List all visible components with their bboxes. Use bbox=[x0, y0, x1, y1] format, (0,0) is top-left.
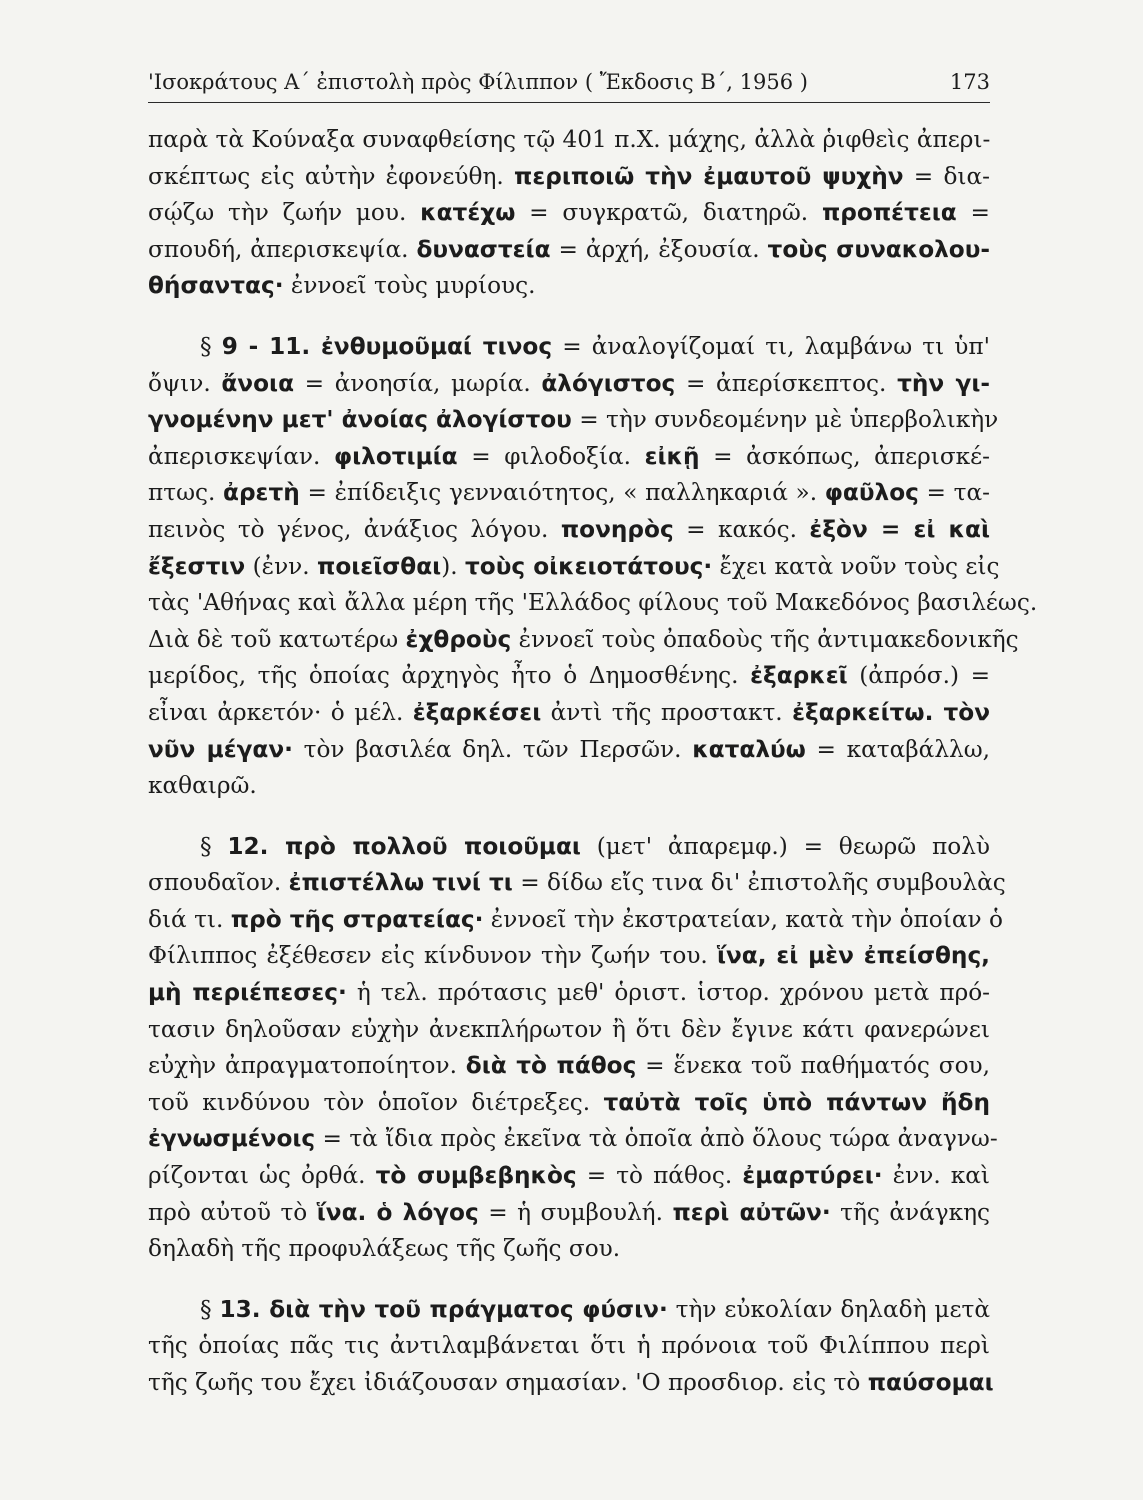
text-run: σκέπτως εἰς αὐτὴν ἐφονεύθη. bbox=[148, 162, 514, 190]
text-run: (ἀπρόσ.) = bbox=[847, 662, 991, 690]
text-line bbox=[148, 975, 990, 1012]
text-run: ἔχει κατὰ νοῦν τοὺς εἰς bbox=[712, 552, 1000, 580]
text-run: = κακός. bbox=[673, 515, 810, 543]
text-line bbox=[148, 402, 999, 439]
text-run: = συγκρατῶ, διατηρῶ. bbox=[515, 199, 822, 227]
bold-lemma: ἐγνωσμένοις bbox=[148, 1125, 316, 1153]
text-run: = τὰ ἴδια πρὸς ἐκεῖνα τὰ ὁποῖα ἀπὸ ὅλους τώρα ἀναγνω- bbox=[315, 1125, 998, 1153]
bold-lemma: ἐπιστέλλω τινί τι bbox=[288, 869, 513, 897]
text-line bbox=[148, 1365, 994, 1402]
text-run: = ἐπίδειξις γενναιότητος, « παλληκαριά ». bbox=[299, 479, 825, 507]
text-run: ρίζονται ὡς ὀρθά. bbox=[148, 1162, 376, 1190]
text-run: καθαιρῶ. bbox=[148, 772, 257, 800]
text-run: τὴν εὐκολίαν δηλαδὴ μετὰ bbox=[667, 1295, 990, 1323]
page-number: 173 bbox=[949, 70, 990, 94]
text-run: εὐχὴν ἀπραγματοποίητον. bbox=[148, 1052, 466, 1080]
text-line bbox=[148, 195, 990, 232]
bold-lemma: πονηρὸς bbox=[560, 515, 674, 543]
text-line bbox=[148, 622, 1019, 659]
text-run: μερίδος, τῆς ὁποίας ἀρχηγὸς ἦτο ὁ Δημοσθένης. bbox=[148, 662, 751, 690]
text-run: ἀντὶ τῆς προστακτ. bbox=[541, 698, 793, 726]
bold-lemma: ἐμαρτύρει· bbox=[742, 1162, 883, 1190]
text-run: = ἀνοησία, μωρία. bbox=[294, 369, 542, 397]
text-run: § bbox=[200, 832, 228, 860]
text-run: = ἀρχή, ἐξουσία. bbox=[550, 235, 768, 263]
text-run: = ἡ συμβουλή. bbox=[478, 1198, 673, 1226]
text-line bbox=[148, 1231, 990, 1268]
text-line bbox=[148, 1328, 990, 1365]
text-run: = bbox=[956, 199, 990, 227]
text-run: = δια- bbox=[903, 162, 990, 190]
text-line bbox=[148, 585, 1038, 622]
text-line bbox=[148, 159, 990, 196]
text-run: διά τι. bbox=[148, 905, 231, 933]
bold-lemma: γνομένην μετ' ἀνοίας ἀλογίστου bbox=[148, 406, 572, 434]
text-run: δηλαδὴ τῆς προφυλάξεως τῆς ζωῆς σου. bbox=[148, 1235, 621, 1263]
text-line bbox=[148, 1195, 990, 1232]
bold-lemma: 13. διὰ τὴν τοῦ πράγματος φύσιν· bbox=[219, 1295, 668, 1323]
text-line bbox=[148, 732, 990, 769]
text-line bbox=[148, 268, 990, 305]
text-run: = τα- bbox=[918, 479, 990, 507]
bold-lemma: διὰ τὸ πάθος bbox=[465, 1052, 637, 1080]
text-run: ἐννοεῖ τοὺς ὀπαδοὺς τῆς ἀντιμακεδονικῆς bbox=[511, 625, 1019, 653]
bold-lemma: περιποιῶ τὴν ἐμαυτοῦ ψυχὴν bbox=[513, 162, 904, 190]
bold-lemma: θήσαντας· bbox=[148, 272, 284, 300]
text-run: τὸν βασιλέα δηλ. τῶν Περσῶν. bbox=[292, 735, 693, 763]
text-line bbox=[148, 1048, 990, 1085]
bold-lemma: ἐξαρκεῖ bbox=[750, 662, 848, 690]
text-run: § bbox=[200, 332, 222, 360]
text-run: εἶναι ἀρκετόν· ὁ μέλ. bbox=[148, 698, 413, 726]
text-run: = δίδω εἴς τινα δι' ἐπιστολῆς συμβουλὰς bbox=[512, 869, 1006, 897]
text-run: = ἀπερίσκεπτος. bbox=[675, 369, 898, 397]
text-line bbox=[148, 768, 990, 805]
text-run: ). bbox=[441, 552, 465, 580]
bold-lemma: ποιεῖσθαι bbox=[317, 552, 442, 580]
text-run: τῆς ἀνάγκης bbox=[830, 1198, 991, 1226]
bold-lemma: ἀλόγιστος bbox=[541, 369, 676, 397]
text-line bbox=[148, 439, 990, 476]
bold-lemma: εἰκῇ bbox=[644, 442, 700, 470]
text-line bbox=[148, 232, 990, 269]
bold-lemma: ἵνα, εἰ μὲν ἐπείσθης, bbox=[716, 942, 990, 970]
text-line bbox=[148, 512, 990, 549]
bold-lemma: τὸ συμβεβηκὸς bbox=[375, 1162, 577, 1190]
bold-lemma: ἀρετὴ bbox=[223, 479, 300, 507]
header-title: 'Ισοκράτους Α΄ ἐπιστολὴ πρὸς Φίλιππον ( Ἔκδοσις Β΄, 1956 ) bbox=[148, 70, 808, 94]
bold-lemma: φιλοτιμία bbox=[333, 442, 458, 470]
text-run: σπουδή, ἀπερισκεψία. bbox=[148, 235, 417, 263]
text-run: τοῦ κινδύνου τὸν ὁποῖον διέτρεξες. bbox=[148, 1088, 604, 1116]
bold-lemma: 9 - 11. ἐνθυμοῦμαί τινος bbox=[221, 332, 553, 360]
text-run: πρὸ αὐτοῦ τὸ bbox=[148, 1198, 317, 1226]
bold-lemma: ἐχθροὺς bbox=[405, 625, 512, 653]
bold-lemma: προπέτεια bbox=[821, 199, 957, 227]
text-run: παρὰ τὰ Κούναξα συναφθείσης τῷ 401 π.Χ. μάχης, ἀλλὰ ῥιφθεὶς ἀπερι- bbox=[148, 126, 991, 153]
text-run: ἐννοεῖ τοὺς μυρίους. bbox=[283, 272, 536, 300]
text-run: Διὰ δὲ τοῦ κατωτέρω bbox=[148, 625, 406, 653]
text-run: (μετ' ἀπαρεμφ.) = θεωρῶ πολὺ bbox=[580, 832, 991, 860]
bold-lemma: 12. πρὸ πολλοῦ ποιοῦμαι bbox=[227, 832, 581, 860]
text-run: ἡ τελ. πρότασις μεθ' ὁριστ. ἱστορ. χρόνου μετὰ πρό- bbox=[346, 979, 990, 1007]
text-run: = ἀσκόπως, ἀπερισκέ- bbox=[699, 442, 990, 470]
text-run: = τὴν συνδεομένην μὲ ὑπερβολικὴν bbox=[571, 406, 999, 434]
bold-lemma: νῦν μέγαν· bbox=[148, 735, 293, 763]
text-line bbox=[148, 1121, 998, 1158]
text-run: (ἐνν. bbox=[245, 552, 317, 580]
bold-lemma: ἐξαρκέσει bbox=[412, 698, 542, 726]
bold-lemma: τὴν γι- bbox=[897, 369, 990, 397]
text-line bbox=[148, 865, 1006, 902]
text-run: ἀπερισκεψίαν. bbox=[148, 442, 334, 470]
bold-lemma: κατέχω bbox=[420, 199, 516, 227]
text-run: ὄψιν. bbox=[148, 369, 222, 397]
bold-lemma: μὴ περιέπεσες· bbox=[148, 979, 347, 1007]
text-run: πεινὸς τὸ γένος, ἀνάξιος λόγου. bbox=[148, 515, 561, 543]
text-run: = ἀναλογίζομαί τι, λαμβάνω τι ὑπ' bbox=[552, 332, 990, 360]
text-run: = καταβάλλω, bbox=[805, 735, 991, 763]
text-run: σῴζω τὴν ζωήν μου. bbox=[148, 199, 421, 227]
text-line bbox=[148, 1158, 990, 1195]
text-line bbox=[148, 366, 990, 403]
commentary-body bbox=[148, 122, 1038, 1402]
text-run: = φιλοδοξία. bbox=[457, 442, 645, 470]
text-line bbox=[148, 902, 1003, 939]
text-line bbox=[148, 938, 990, 975]
bold-lemma: φαῦλος bbox=[824, 479, 919, 507]
text-run: τασιν δηλοῦσαν εὐχὴν ἀνεκπλήρωτον ἢ ὅτι δὲν ἔγινε κάτι φανερώνει bbox=[148, 1015, 990, 1043]
section-heading-line bbox=[148, 829, 990, 866]
text-run: τὰς 'Αθήνας καὶ ἄλλα μέρη τῆς 'Ελλάδος φίλους τοῦ Μακεδόνος βασιλέως. bbox=[148, 589, 1038, 617]
bold-lemma: καταλύω bbox=[692, 735, 806, 763]
text-line bbox=[148, 122, 990, 159]
text-run: τῆς ὁποίας πᾶς τις ἀντιλαμβάνεται ὅτι ἡ πρόνοια τοῦ Φιλίππου περὶ bbox=[148, 1332, 990, 1360]
text-line bbox=[148, 695, 990, 732]
bold-lemma: ταὐτὰ τοῖς ὑπὸ πάντων ἤδη bbox=[603, 1088, 990, 1116]
text-run: τῆς ζωῆς του ἔχει ἰδιάζουσαν σημασίαν. 'Ο προσδιορ. εἰς τὸ bbox=[148, 1369, 868, 1396]
text-run: πτως. bbox=[148, 479, 224, 507]
bold-lemma: ἵνα. ὁ λόγος bbox=[316, 1198, 479, 1226]
text-run: ἐννοεῖ τὴν ἐκστρατείαν, κατὰ τὴν ὁποίαν ὁ bbox=[483, 905, 1003, 933]
bold-lemma: δυναστεία bbox=[416, 235, 551, 263]
bold-lemma: τοὺς συνακολου- bbox=[767, 235, 991, 263]
text-line bbox=[148, 658, 990, 695]
text-run: Φίλιππος ἐξέθεσεν εἰς κίνδυνον τὴν ζωήν του. bbox=[148, 942, 717, 970]
bold-lemma: ἐξὸν = εἰ καὶ bbox=[809, 515, 990, 543]
bold-lemma: πρὸ τῆς στρατείας· bbox=[230, 905, 484, 933]
running-header bbox=[148, 68, 990, 103]
text-run: σπουδαῖον. bbox=[148, 869, 289, 897]
text-run: = τὸ πάθος. bbox=[576, 1162, 743, 1190]
bold-lemma: τοὺς οἰκειοτάτους· bbox=[465, 552, 713, 580]
text-run: = ἕνεκα τοῦ παθήματός σου, bbox=[636, 1052, 990, 1080]
section-heading-line bbox=[148, 1292, 990, 1329]
text-line bbox=[148, 549, 1000, 586]
bold-lemma: ἄνοια bbox=[221, 369, 294, 397]
text-run: § bbox=[200, 1295, 220, 1323]
bold-lemma: ἔξεστιν bbox=[148, 552, 246, 580]
section-heading-line bbox=[148, 329, 990, 366]
text-line bbox=[148, 475, 990, 512]
text-run: ἐνν. καὶ bbox=[882, 1162, 991, 1190]
text-line bbox=[148, 1085, 990, 1122]
bold-lemma: παύσομαι bbox=[867, 1369, 994, 1396]
text-line bbox=[148, 1012, 990, 1049]
bold-lemma: περὶ αὐτῶν· bbox=[672, 1198, 831, 1226]
bold-lemma: ἐξαρκείτω. τὸν bbox=[792, 698, 991, 726]
